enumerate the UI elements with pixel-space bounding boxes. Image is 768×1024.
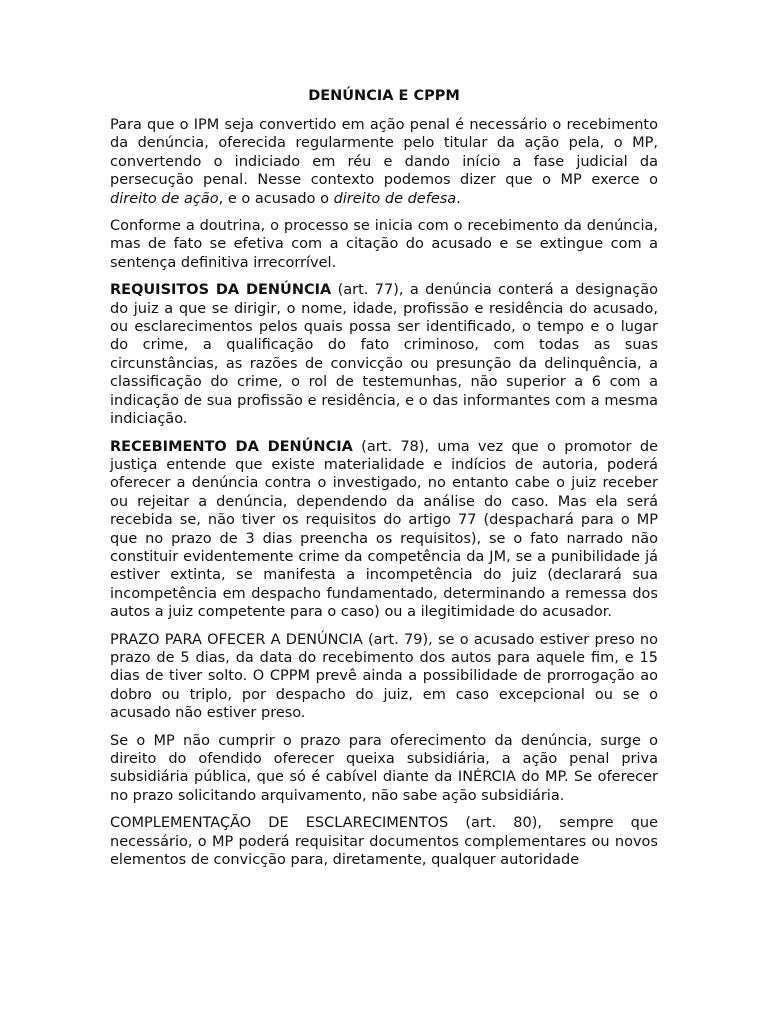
paragraph-text: Para que o IPM seja convertido em ação penal é necessário o recebimento da denúncia, oferecida regularmente pelo titular da ação pela, o MP, convertendo o indiciado em réu e dando início a fase judicial da persecução penal. Nesse contexto podemos dizer que o MP exerce o [110,117,658,189]
paragraph-requisitos [110,281,658,428]
paragraph-queixa-subsidiaria: Se o MP não cumprir o prazo para oferecimento da denúncia, surge o direito do ofendido oferecer queixa subsidiária, a ação penal priva subsidiária pública, que só é cabível diante da INÉRCIA do MP. Se oferecer no prazo solicitando arquivamento, não sabe ação subsidiária. [110,732,658,804]
italic-term-direito-de-acao: direito de ação [110,190,219,207]
heading-recebimento: RECEBIMENTO DA DENÚNCIA [110,438,353,455]
paragraph-text: (art. 78), uma vez que o promotor de justiça entende que existe materialidade e indícios de autoria, poderá oferecer a denúncia contra o investigado, no entanto cabe o juiz receber ou rejeitar a denúncia, dependendo da análise do caso. Mas ela será recebida se, não tiver os requisitos do artigo 77 (despachará para o MP que no prazo de 3 dias preencha os requisitos), se o fato narrado não constituir evidentemente crime da competência da JM, se a punibilidade já estiver extinta, se manifesta a incompetência do juiz (declarará sua incompetência em despacho fundamentado, determinando a remessa dos autos a juiz competente para o caso) ou a ilegitimidade do acusador. [110,438,658,621]
paragraph-text: , e o acusado o [218,190,334,207]
italic-term-direito-de-defesa: direito de defesa [333,190,457,207]
paragraph-text: (art. 77), a denúncia conterá a designação do juiz a que se dirigir, o nome, idade, profissão e residência do acusado, ou esclarecimentos pelos quais possa ser identificado, o tempo e o lugar do crime, a qualificação do fato criminoso, com todas as suas circunstâncias, as razões de convicção ou presunção da delinquência, a classificação do crime, o rol de testemunhas, não superior a 6 com a indicação de sua profissão e residência, e o das informantes com a mesma indiciação. [110,282,658,428]
heading-requisitos: REQUISITOS DA DENÚNCIA [110,282,332,299]
page-title: DENÚNCIA E CPPM [308,88,460,104]
paragraph-recebimento [110,438,658,622]
paragraph-text: . [456,190,461,207]
paragraph-complementacao: COMPLEMENTAÇÃO DE ESCLARECIMENTOS (art. 80), sempre que necessário, o MP poderá requisitar documentos complementares ou novos elementos de convicção para, diretamente, qualquer autoridade [110,815,658,869]
paragraph-intro [110,116,658,208]
paragraph-prazo: PRAZO PARA OFECER A DENÚNCIA (art. 79), se o acusado estiver preso no prazo de 5 dias, da data do recebimento dos autos para aquele fim, e 15 dias de tiver solto. O CPPM prevê ainda a possibilidade de prorrogação ao dobro ou triplo, por despacho do juiz, em caso excepcional ou se o acusado não estiver preso. [110,631,658,722]
paragraph-doutrina: Conforme a doutrina, o processo se inicia com o recebimento da denúncia, mas de fato se efetiva com a citação do acusado e se extingue com a sentença definitiva irrecorrível. [110,218,658,271]
